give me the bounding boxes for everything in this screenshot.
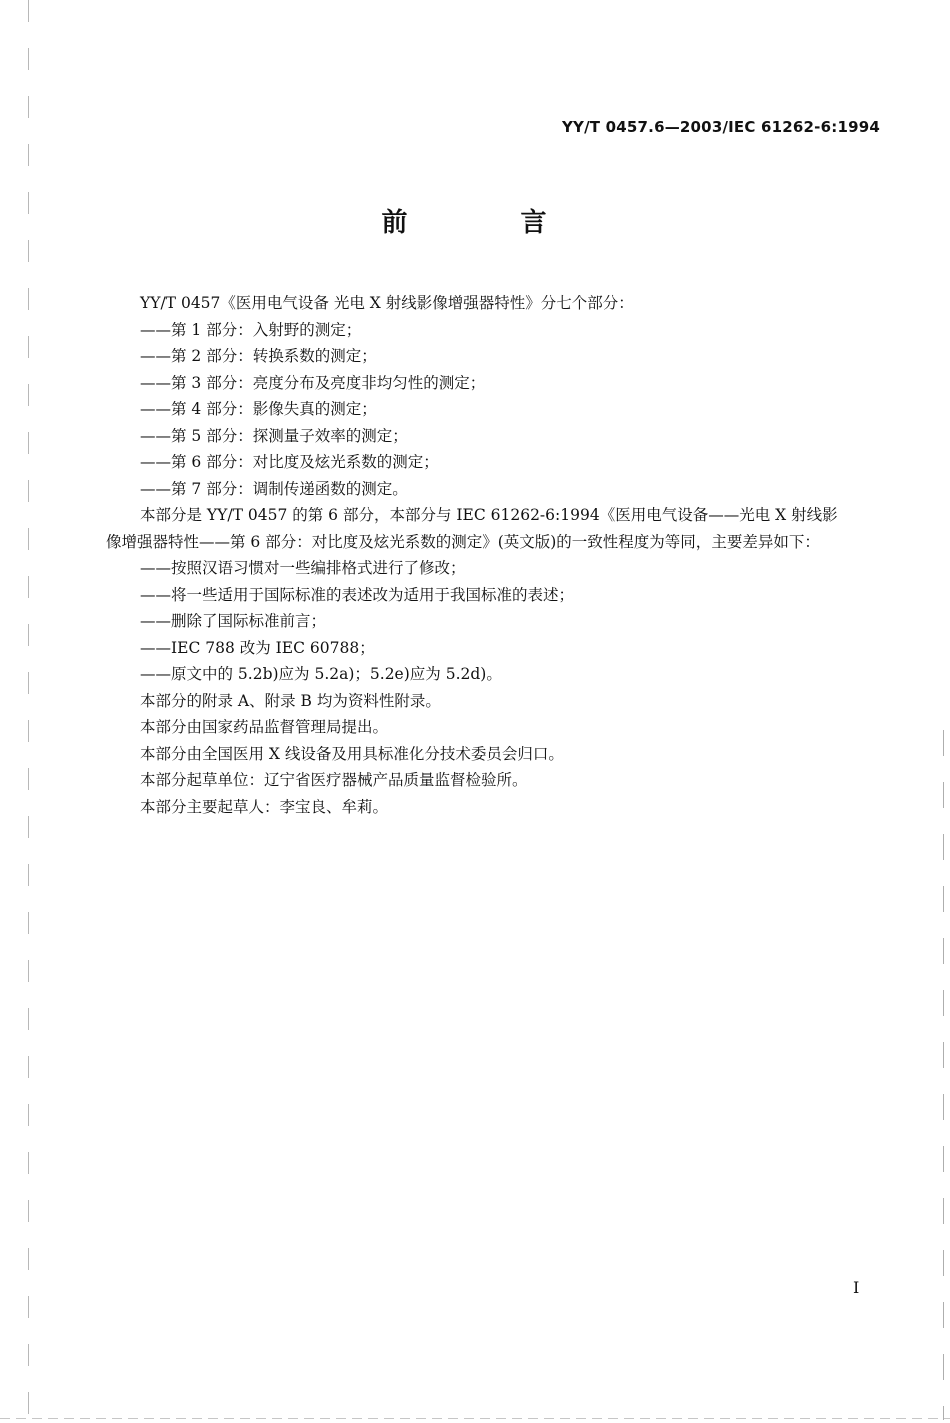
scan-border-right [943,730,944,1420]
difference-item: ——原文中的 5.2b)应为 5.2a)；5.2e)应为 5.2d)。 [140,665,502,683]
difference-item: ——将一些适用于国际标准的表述改为适用于我国标准的表述； [140,585,575,604]
standard-code: YY/T 0457.6—2003/IEC 61262-6:1994 [561,118,880,136]
closing-paragraph: 本部分的附录 A、附录 B 均为资料性附录。 [140,691,441,710]
difference-item: ——按照汉语习惯对一些编排格式进行了修改； [140,559,466,577]
part-item: ——第 1 部分：入射野的测定； [140,320,362,339]
part-item: ——第 3 部分：亮度分布及亮度非均匀性的测定； [140,373,486,392]
part-item: ——第 2 部分：转换系数的测定； [140,347,377,365]
part-item: ——第 5 部分：探测量子效率的测定； [140,426,408,445]
part-item: ——第 6 部分：对比度及炫光系数的测定； [140,453,439,471]
closing-paragraph: 本部分由全国医用 X 线设备及用具标准化分技术委员会归口。 [140,744,564,763]
closing-paragraph: 本部分起草单位：辽宁省医疗器械产品质量监督检验所。 [140,771,528,789]
foreword-body [106,290,880,820]
closing-paragraph: 本部分由国家药品监督管理局提出。 [140,718,389,736]
page-title: 前 言 [381,208,599,238]
difference-item: ——删除了国际标准前言； [140,612,327,630]
relation-paragraph-line1: 本部分是 YY/T 0457 的第 6 部分，本部分与 IEC 61262-6:1994《医用电气设备——光电 X 射线影 [140,506,838,524]
relation-paragraph-line2: 像增强器特性——第 6 部分：对比度及炫光系数的测定》(英文版)的一致性程度为等同，主要差异如下： [106,532,820,551]
part-item: ——第 7 部分：调制传递函数的测定。 [140,479,408,498]
difference-item: ——IEC 788 改为 IEC 60788； [140,638,375,657]
closing-paragraph: 本部分主要起草人：李宝良、牟莉。 [140,797,389,816]
scan-border-bottom [0,1418,950,1419]
part-item: ——第 4 部分：影像失真的测定； [140,400,377,418]
page-number: I [853,1278,860,1297]
intro-paragraph: YY/T 0457《医用电气设备 光电 X 射线影像增强器特性》分七个部分： [140,294,634,312]
